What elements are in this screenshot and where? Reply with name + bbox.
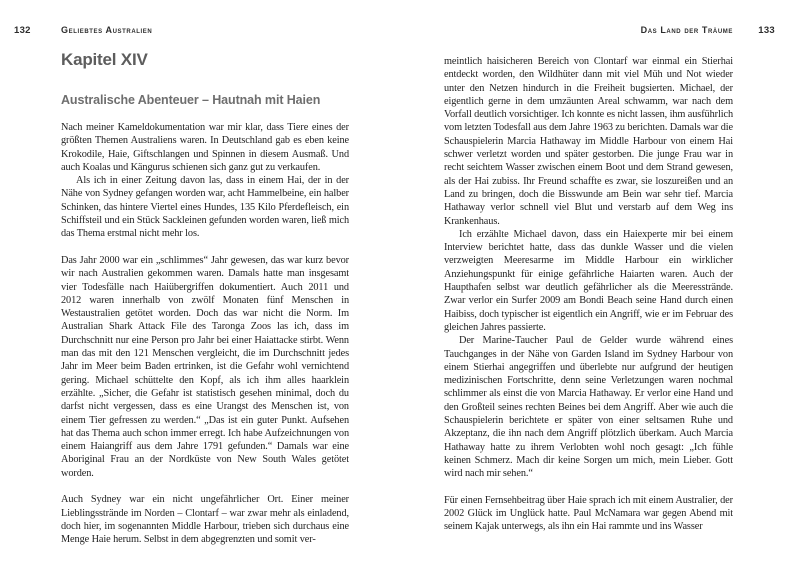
body-paragraph: Nach meiner Kameldokumentation war mir klar, dass Tiere eines der größten Themen Australiens waren. In Deutschland gab es eben keine Krokodile, Haie, Giftschlangen und Spinnen in diesem Ausmaß. Und auch Koalas und Kängurus schienen sich ganz gut zu verkaufen.: [61, 122, 349, 173]
body-paragraph: Für einen Fernsehbeitrag über Haie sprach ich mit einem Australier, der 2002 Glück im Unglück hatte. Paul McNamara war gegen Abend mit seinem Kajak unterwegs, als ihn ein Hai rammte und ins Wasser: [444, 494, 733, 533]
page-number-right: 133: [758, 25, 775, 36]
body-paragraph: meintlich haisicheren Bereich von Clontarf war einmal ein Stierhai entdeckt worden, den Wildhüter dann mit viel Müh und Not wieder unter den Netzen hindurch in die Freiheit bugsierten. Michael, der eigentlich gerne in dem umzäunten Areal schwamm, war nach dem Vorfall deutlich vorsichtiger. Ich konnte es nicht lassen, ihm ausführlich vom letzten Todesfall aus dem Jahre 1963 zu berichten. Damals war die Schauspielerin Marcia Hathaway im Middle Harbour von einem Hai schwer verletzt worden und später gestorben. Die junge Frau war in recht seichtem Wasser zwischen einem Boot und dem Strand gewesen, als der Hai zubiss. Ihr Freund schaffte es zwar, sie loszureißen und an Land zu bringen, doch die Bisswunde am Bein war sehr tief. Marcia Hathaway verlor schnell viel Blut und verstarb auf dem Weg ins Krankenhaus.: [444, 56, 733, 227]
body-paragraph: Das Jahr 2000 war ein „schlimmes“ Jahr gewesen, das war kurz bevor wir nach Australien gekommen waren. Damals hatte man insgesamt vier Todesfälle nach Haiübergriffen dokumentiert. Auch 2011 und 2012 waren innerhalb von zwölf Monaten fünf Menschen in Westaustralien getötet worden. Doch das war nicht die Norm. Im Australian Shark Attack File des Taronga Zoos las ich, dass im Durchschnitt nur eine Person pro Jahr bei einer Haiattacke stirbt. Wenn man das mit den 121 Menschen vergleicht, die im Durchschnitt jedes Jahr im Meer beim Baden ertrinken, ist die Gefahr wohl vernichtend gering. Michael schüttelte den Kopf, als ich ihm alles haarklein erzählte. „Sicher, die Gefahr ist statistisch gesehen minimal, doch du darfst nicht vergessen, dass es eine Urangst des Menschen ist, von einem Tier gefressen zu werden.“ „Das ist ein guter Punkt. Aufsehen hat das Thema auch schon immer erregt. Ich habe Aufzeichnungen von einem Haiangriff aus dem Jahre 1791 gefunden.“ Damals war eine Aboriginal Frau an der Nordküste von New South Wales getötet worden.: [61, 254, 349, 479]
body-paragraph: Als ich in einer Zeitung davon las, dass in einem Hai, der in der Nähe von Sydney gefangen worden war, acht Hammelbeine, ein halber Schinken, das hintere Viertel eines Hundes, 135 Kilo Pferdefleisch, ein Schiffsteil und ein Stück Sackleinen gefunden worden waren, ließ mich das Thema erstmal nicht mehr los.: [61, 175, 349, 240]
body-paragraph: Ich erzählte Michael davon, dass ein Haiexperte mir bei einem Interview berichtet hatte, dass das dunkle Wasser und die vielen verzweigten Meeresarme im Middle Harbour ein wirklicher Anziehungspunkt für einige gefährliche Haiarten waren. Auch der Haupthafen selbst war deutlich gefährlicher als die Meeresstrände. Zwar verlor ein Surfer 2009 am Bondi Beach seine Hand durch einen Haibiss, doch typischer ist eigentlich ein Angriff, wie er im Februar des gleichen Jahres passierte.: [444, 228, 733, 333]
right-page-text-column: [444, 55, 733, 547]
body-paragraph: Der Marine-Taucher Paul de Gelder wurde während eines Tauchganges in der Nähe von Garden Island im Sydney Harbour von einem Stierhai angegriffen und überlebte nur aufgrund der heutigen medizinischen Fortschritte, denn seine Verletzungen waren nochmal schlimmer als einst die von Marcia Hathaway. Er verlor eine Hand und den Großteil seines rechten Beines bei dem Angriff. Aber wie auch die Schauspielerin berichtete er später von einer seltsamen Ruhe und Akzeptanz, die ihn nach dem Angriff plötzlich überkam. Auch Marcia Hathaway hatte zu ihrem Verlobten wohl noch gesagt: „Ich fühle keinen Schmerz. Mach dir keine Sorgen um mich, mein Lieber. Gott wird nach mir sehen.“: [444, 335, 733, 480]
left-page-text-column: [61, 121, 349, 549]
body-paragraph: Auch Sydney war ein nicht ungefährlicher Ort. Einer meiner Lieblingsstrände im Norden – Clontarf – war zwar mehr als einladend, doch hier, im sogenannten Middle Harbour, trieben sich durchaus eine Menge Haie herum. Selbst in dem abgegrenzten und somit ver-: [61, 494, 349, 546]
running-header-left: Geliebtes Australien: [61, 25, 153, 35]
chapter-title: Kapitel XIV: [61, 50, 148, 69]
page-number-left: 132: [14, 25, 31, 36]
section-title: Australische Abenteuer – Hautnah mit Haien: [61, 93, 321, 107]
running-header-right: Das Land der Träume: [640, 25, 733, 35]
